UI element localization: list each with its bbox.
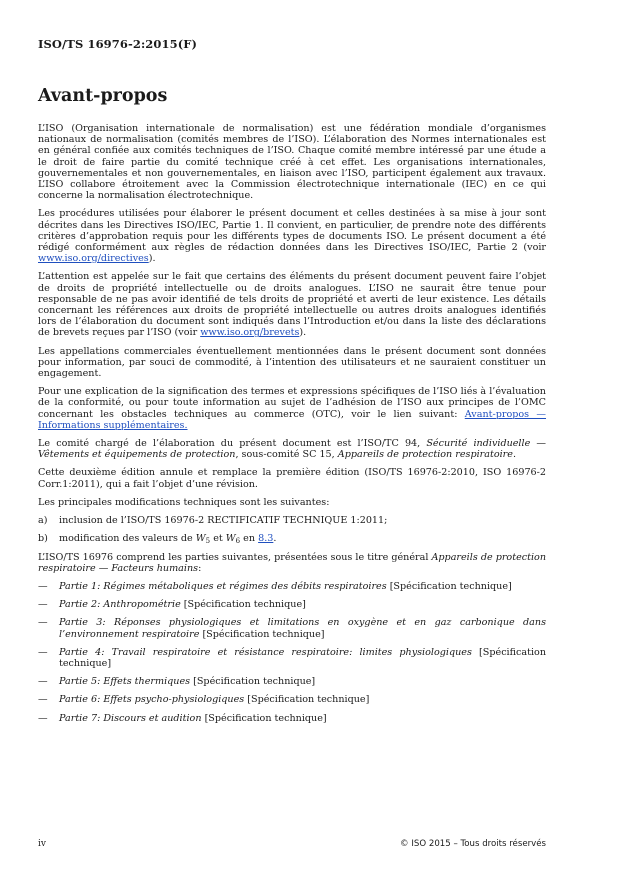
list-marker-a: a) xyxy=(38,515,48,527)
clause-8-3-link[interactable]: 8.3 xyxy=(258,533,274,545)
paragraph-parts-intro xyxy=(38,552,546,574)
list-marker-b: b) xyxy=(38,533,48,545)
list-item-part-4 xyxy=(38,647,546,669)
paragraph-procedures xyxy=(38,208,546,264)
paragraph-edition: Cette deuxième édition annule et remplace la première édition (ISO/TS 16976-2:2010, ISO 16976-2 Corr.1:2011), qui a fait l’objet d’une révision. xyxy=(38,467,546,490)
part-2-title: Partie 2: Anthropométrie xyxy=(59,599,181,611)
committee-text-c: , sous-comité SC 15, xyxy=(235,449,338,461)
subscript-6: 6 xyxy=(235,537,241,546)
subcommittee-title: Appareils de protection respiratoire xyxy=(337,449,513,461)
paragraph-procedures-end: ). xyxy=(148,253,156,265)
supplementary-info-link[interactable]: Avant-propos — Informations supplémentaires. xyxy=(38,408,546,431)
page-number: iv xyxy=(38,839,46,849)
list-item-part-6 xyxy=(38,694,546,705)
part-3-type: [Spécification technique] xyxy=(199,628,325,640)
variable-w5: W xyxy=(195,533,206,545)
part-1-type: [Spécification technique] xyxy=(386,580,512,592)
part-5-type: [Spécification technique] xyxy=(190,676,316,688)
copyright-notice: © ISO 2015 – Tous droits réservés xyxy=(400,839,546,849)
change-b-text: modification des valeurs de xyxy=(59,533,196,545)
directives-link[interactable]: www.iso.org/directives xyxy=(38,253,149,265)
part-7-type: [Spécification technique] xyxy=(201,712,327,724)
paragraph-conformity-text: Pour une explication de la signification des termes et expressions spécifiques de l’ISO liés à l’évaluation de la conformité, ou pour toute information au sujet de l’adhésion de l’ISO aux principes de l’OMC concernant les obstacles techniques au commerce (OTC), voir le lien suivant: xyxy=(38,386,546,420)
change-b-in: en xyxy=(240,533,259,545)
paragraph-patents-end: ). xyxy=(299,327,307,339)
list-item-part-2 xyxy=(38,599,546,610)
part-4-type: [Spécification technique] xyxy=(59,646,547,669)
list-item-change-a xyxy=(38,515,546,526)
list-item-part-7 xyxy=(38,713,546,724)
parts-intro-text: L’ISO/TS 16976 comprend les parties suivantes, présentées sous le titre général xyxy=(38,551,432,563)
dash-marker: — xyxy=(38,694,48,706)
part-6-title: Partie 6: Effets psycho-physiologiques xyxy=(59,694,245,706)
dash-marker: — xyxy=(38,646,48,658)
document-id-header: ISO/TS 16976-2:2015(F) xyxy=(38,37,198,51)
list-item-part-3 xyxy=(38,617,546,639)
part-1-title: Partie 1: Régimes métaboliques et régimes des débits respiratoires xyxy=(59,580,387,592)
paragraph-committee xyxy=(38,438,546,460)
change-b-and: et xyxy=(210,533,226,545)
part-2-type: [Spécification technique] xyxy=(180,599,306,611)
paragraph-patents xyxy=(38,271,546,338)
list-item-part-1 xyxy=(38,581,546,592)
patents-link[interactable]: www.iso.org/brevets xyxy=(200,327,300,339)
dash-marker: — xyxy=(38,599,48,611)
variable-w6: W xyxy=(225,533,236,545)
dash-marker: — xyxy=(38,676,48,688)
page-title: Avant-propos xyxy=(38,86,168,106)
part-5-title: Partie 5: Effets thermiques xyxy=(59,676,191,688)
paragraph-procedures-text: Les procédures utilisées pour élaborer le présent document et celles destinées à sa mise à jour sont décrites dans les Directives ISO/IEC, Partie 1. Il convient, en particulier, de prendre note des différents critères d’approbation requis pour les différents types de documents ISO. Le présent document a été rédigé conformément aux règles de rédaction données dans les Directives ISO/IEC, Partie 2 (voir xyxy=(38,208,546,254)
foreword-body xyxy=(38,123,546,731)
paragraph-patents-text: L’attention est appelée sur le fait que certains des éléments du présent document peuvent faire l’objet de droits de propriété intellectuelle ou de droits analogues. L’ISO ne saurait être tenue pour responsable de ne pas avoir identifié de tels droits de propriété et averti de leur existence. Les détails concernant les références aux droits de propriété intellectuelle ou autres droits analogues identifiés lors de l’élaboration du document sont indiqués dans l’Introduction et/ou dans la liste des déclarations de brevets reçues par l’ISO (voir xyxy=(38,271,546,339)
part-4-title: Partie 4: Travail respiratoire et résistance respiratoire: limites physiologiques xyxy=(59,646,472,658)
part-7-title: Partie 7: Discours et audition xyxy=(59,712,202,724)
part-3-title: Partie 3: Réponses physiologiques et limitations en oxygène et en gaz carbonique dans l’environnement respiratoire xyxy=(59,617,546,640)
paragraph-iso-intro: L’ISO (Organisation internationale de normalisation) est une fédération mondiale d’organismes nationaux de normalisation (comités membres de l’ISO). L’élaboration des Normes internationales est en général confiée aux comités techniques de l’ISO. Chaque comité membre intéressé par une étude a le droit de faire partie du comité technique créé à cet effet. Les organisations internationales, gouvernementales et non gouvernementales, en liaison avec l’ISO, participent également aux travaux. L’ISO collabore étroitement avec la Commission électrotechnique internationale (IEC) en ce qui concerne la normalisation électrotechnique. xyxy=(38,123,546,202)
part-6-type: [Spécification technique] xyxy=(244,694,370,706)
dash-marker: — xyxy=(38,617,48,629)
committee-text-a: Le comité chargé de l’élaboration du présent document est l’ISO/TC 94, xyxy=(38,438,427,450)
list-item-part-5 xyxy=(38,676,546,687)
committee-title: Sécurité individuelle — Vêtements et équipements de protection xyxy=(38,438,546,461)
dash-marker: — xyxy=(38,580,48,592)
paragraph-conformity xyxy=(38,386,546,431)
subscript-5: 5 xyxy=(205,537,211,546)
parts-intro-end: : xyxy=(198,562,202,574)
paragraph-trade-names: Les appellations commerciales éventuellement mentionnées dans le présent document sont données pour information, par souci de commodité, à l’intention des utilisateurs et ne sauraient constituer un engagement. xyxy=(38,345,546,380)
committee-text-e: . xyxy=(512,449,517,461)
general-title: Appareils de protection respiratoire — Facteurs humains xyxy=(38,551,546,574)
change-b-end: . xyxy=(273,533,277,545)
list-item-change-b xyxy=(38,533,546,544)
dash-marker: — xyxy=(38,712,48,724)
paragraph-changes-intro: Les principales modifications techniques sont les suivantes: xyxy=(38,496,330,508)
change-a-text: inclusion de l’ISO/TS 16976-2 RECTIFICATIF TECHNIQUE 1:2011; xyxy=(59,515,388,527)
